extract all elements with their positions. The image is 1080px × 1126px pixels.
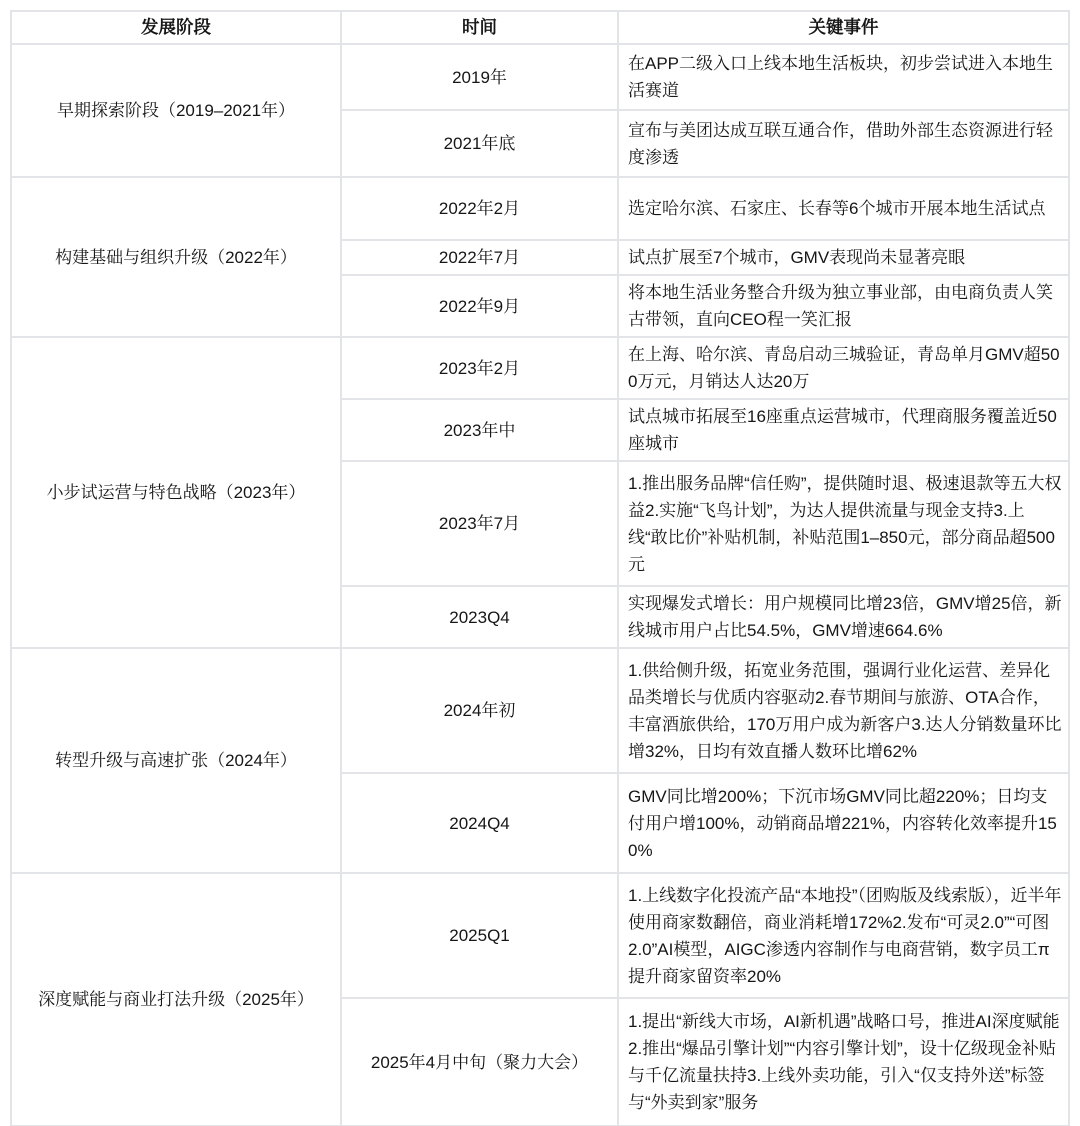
table-row [11, 648, 1069, 773]
event-cell: 1.推出服务品牌“信任购”，提供随时退、极速退款等五大权益2.实施“飞鸟计划”，为达人提供流量与现金支持3.上线“敢比价”补贴机制，补贴范围1–850元，部分商品超500元 [618, 461, 1069, 586]
column-header-time: 时间 [341, 11, 618, 44]
table-row [11, 44, 1069, 110]
time-cell: 2023Q4 [341, 586, 618, 648]
table-header-row [11, 11, 1069, 44]
event-cell: 1.供给侧升级，拓宽业务范围，强调行业化运营、差异化品类增长与优质内容驱动2.春节期间与旅游、OTA合作，丰富酒旅供给，170万用户成为新客户3.达人分销数量环比增32%，日均有效直播人数环比增62% [618, 648, 1069, 773]
table-row [11, 873, 1069, 998]
stage-cell-early-exploration: 早期探索阶段（2019–2021年） [11, 44, 341, 177]
time-cell: 2023年中 [341, 399, 618, 461]
table-row [11, 337, 1069, 399]
event-cell: 试点扩展至7个城市，GMV表现尚未显著亮眼 [618, 240, 1069, 275]
event-cell: 1.上线数字化投流产品“本地投”（团购版及线索版），近半年使用商家数翻倍，商业消耗增172%2.发布“可灵2.0”“可图2.0”AI模型，AIGC渗透内容制作与电商营销，数字员工π提升商家留资率20% [618, 873, 1069, 998]
time-cell: 2022年9月 [341, 275, 618, 337]
event-cell: 1.提出“新线大市场，AI新机遇”战略口号，推进AI深度赋能2.推出“爆品引擎计划”“内容引擎计划”，设十亿级现金补贴与千亿流量扶持3.上线外卖功能，引入“仅支持外送”标签与“外卖到家”服务 [618, 998, 1069, 1126]
column-header-event: 关键事件 [618, 11, 1069, 44]
event-cell: 宣布与美团达成互联互通合作，借助外部生态资源进行轻度渗透 [618, 110, 1069, 177]
time-cell: 2025年4月中旬（聚力大会） [341, 998, 618, 1126]
event-cell: 试点城市拓展至16座重点运营城市，代理商服务覆盖近50座城市 [618, 399, 1069, 461]
event-cell: 在上海、哈尔滨、青岛启动三城验证，青岛单月GMV超500万元，月销达人达20万 [618, 337, 1069, 399]
event-cell: GMV同比增200%；下沉市场GMV同比超220%；日均支付用户增100%，动销商品增221%，内容转化效率提升150% [618, 773, 1069, 873]
event-cell: 将本地生活业务整合升级为独立事业部，由电商负责人笑古带领，直向CEO程一笑汇报 [618, 275, 1069, 337]
stage-cell-deep-empowerment: 深度赋能与商业打法升级（2025年） [11, 873, 341, 1126]
event-cell: 在APP二级入口上线本地生活板块，初步尝试进入本地生活赛道 [618, 44, 1069, 110]
time-cell: 2022年2月 [341, 177, 618, 240]
stage-cell-foundation-building: 构建基础与组织升级（2022年） [11, 177, 341, 337]
time-cell: 2021年底 [341, 110, 618, 177]
time-cell: 2022年7月 [341, 240, 618, 275]
development-timeline-table [10, 10, 1070, 1126]
time-cell: 2019年 [341, 44, 618, 110]
stage-cell-trial-operation: 小步试运营与特色战略（2023年） [11, 337, 341, 648]
event-cell: 选定哈尔滨、石家庄、长春等6个城市开展本地生活试点 [618, 177, 1069, 240]
event-cell: 实现爆发式增长：用户规模同比增23倍，GMV增25倍，新线城市用户占比54.5%，GMV增速664.6% [618, 586, 1069, 648]
time-cell: 2025Q1 [341, 873, 618, 998]
time-cell: 2024年初 [341, 648, 618, 773]
time-cell: 2024Q4 [341, 773, 618, 873]
column-header-stage: 发展阶段 [11, 11, 341, 44]
time-cell: 2023年7月 [341, 461, 618, 586]
time-cell: 2023年2月 [341, 337, 618, 399]
table-row [11, 177, 1069, 240]
stage-cell-transformation-expansion: 转型升级与高速扩张（2024年） [11, 648, 341, 873]
